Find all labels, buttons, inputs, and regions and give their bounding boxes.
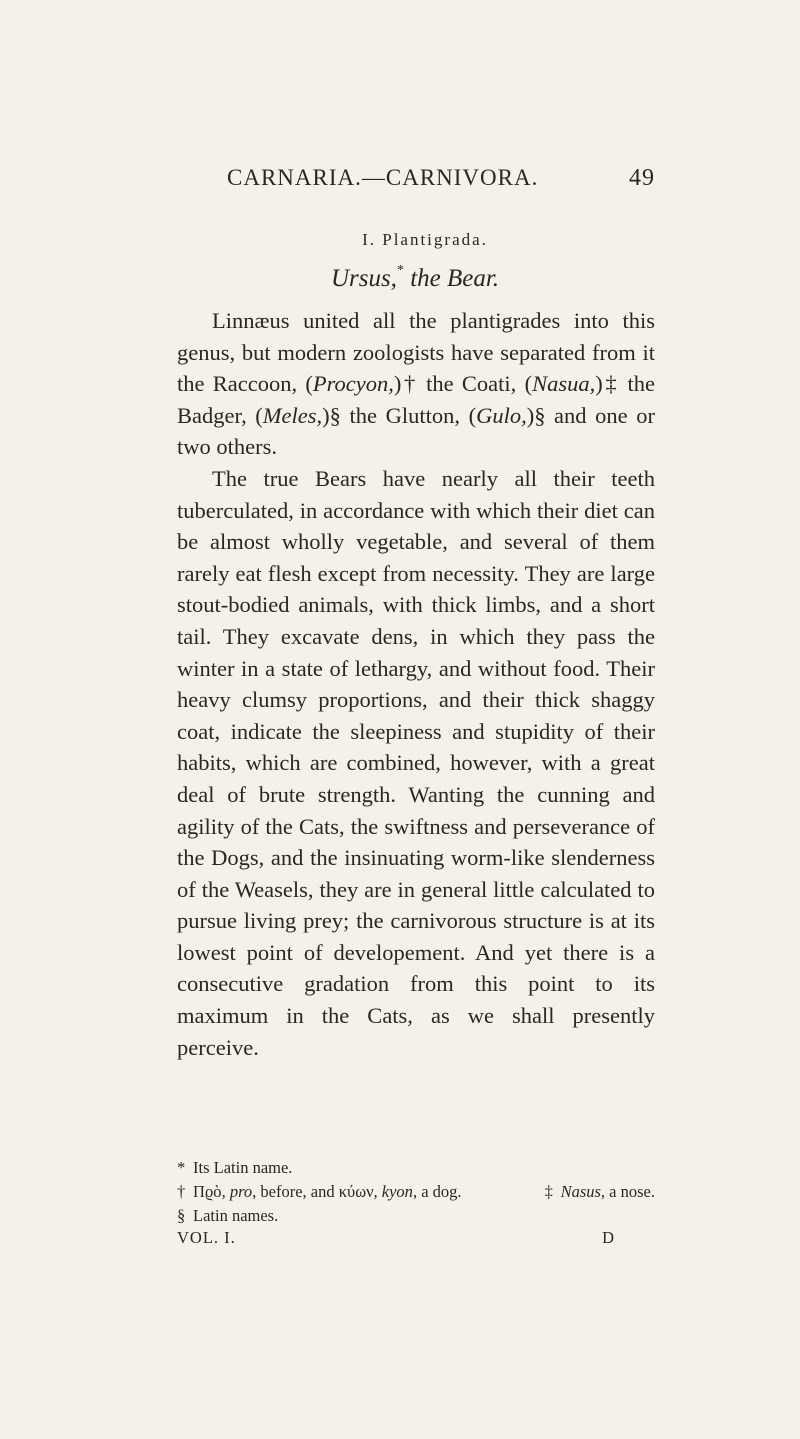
footnote-1 [177, 1156, 655, 1180]
latin-nasua: Nasua, [532, 371, 596, 397]
text-run: Linnæus united all the plantigrades into this genus, but modern zoologists have separated from it the Raccoon, ( [177, 308, 655, 397]
greek-kyon: κύων [338, 1182, 374, 1201]
page-number: 49 [629, 165, 655, 191]
translit-pro: pro [229, 1182, 253, 1201]
paragraph-1 [177, 305, 655, 463]
latin-meles: Meles, [262, 402, 323, 428]
text-run: , before, and [252, 1182, 339, 1201]
footnote-text: Latin names. [193, 1206, 279, 1225]
body-text [177, 305, 655, 1063]
footnote-4 [177, 1204, 655, 1228]
text-run: )† the Coati, ( [393, 371, 533, 397]
footnote-ref-asterisk: * [396, 263, 404, 278]
footnote-mark: ‡ [544, 1182, 553, 1201]
footnote-text: , a nose. [600, 1182, 655, 1201]
text-run: )‡ the Badger, ( [177, 371, 655, 428]
footnote-3 [545, 1180, 655, 1204]
text-run: , [373, 1182, 382, 1201]
latin-nasus: Nasus [560, 1182, 601, 1201]
footnote-mark: § [177, 1206, 186, 1225]
latin-gulo: Gulo, [476, 402, 527, 428]
footnote-mark: † [177, 1182, 186, 1201]
running-head [227, 165, 655, 195]
footnote-mark: * [177, 1158, 186, 1177]
translit-kyon: kyon [381, 1182, 413, 1201]
genus-name: Ursus, [330, 265, 397, 292]
volume-label: VOL. I. [177, 1228, 236, 1247]
signature-mark: D [602, 1228, 615, 1247]
text-run: )§ the Glutton, ( [322, 402, 477, 428]
genus-heading [0, 265, 800, 293]
running-head-title: CARNARIA.—CARNIVORA. [227, 165, 539, 190]
genus-common-name: the Bear. [403, 265, 500, 292]
text-run: , [221, 1182, 230, 1201]
section-heading: I. Plantigrada. [362, 230, 488, 249]
text-run: )§ and one or two others. [177, 402, 655, 460]
footnote-text: Its Latin name. [193, 1158, 293, 1177]
footnotes [177, 1156, 655, 1228]
footnote-2 [177, 1180, 655, 1204]
signature-line [177, 1228, 655, 1248]
text-run: , a dog. [412, 1182, 462, 1201]
paragraph-2: The true Bears have nearly all their teeth tuberculated, in accordance with which their diet can be almost wholly vegetable, and several of them rarely eat flesh except from necessity. They are large stout-bodied animals, with thick limbs, and a short tail. They excavate dens, in which they pass the winter in a state of lethargy, and without food. Their heavy clumsy proportions, and their thick shaggy coat, indicate the sleepiness and stupidity of their habits, which are combined, however, with a great deal of brute strength. Wanting the cunning and agility of the Cats, the swiftness and perseverance of the Dogs, and the insinuating worm-like slenderness of the Weasels, they are in general little calculated to pursue living prey; the carnivorous structure is at its lowest point of developement. And yet there is a consecutive gradation from this point to its maximum in the Cats, as we shall presently perceive. [177, 465, 655, 1060]
greek-pro: Πϱὸ [193, 1182, 222, 1201]
latin-procyon: Procyon, [312, 371, 394, 397]
